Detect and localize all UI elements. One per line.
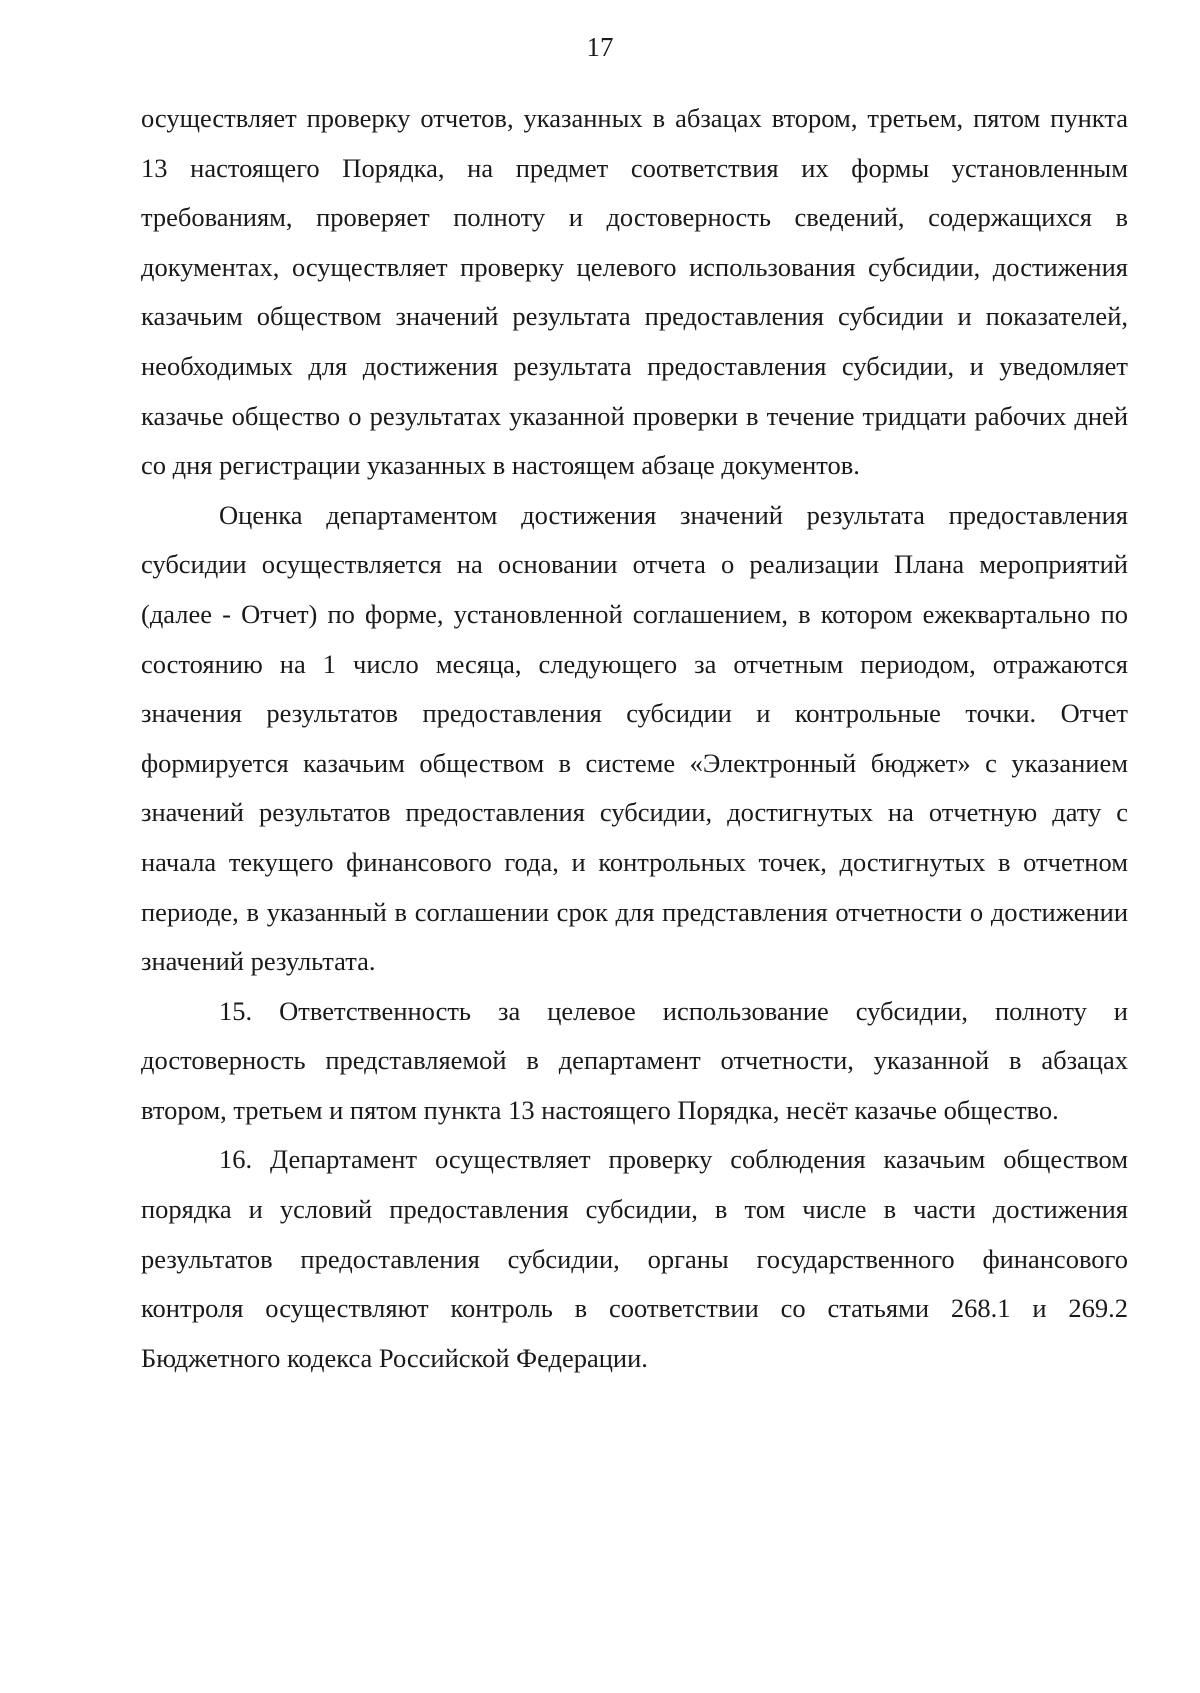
paragraph-result-assessment: Оценка департаментом достижения значений результата предоставления субсидии осуществляется на основании отчета о реализации Плана мероприятий (далее - Отчет) по форме, установленной соглашением, в котором ежеквартально по состоянию на 1 число месяца, следующего за отчетным периодом, отражаются значения результатов предоставления субсидии и контрольные точки. Отчет формируется казачьим обществом в системе «Электронный бюджет» с указанием значений результатов предоставления субсидии, достигнутых на отчетную дату с начала текущего финансового года, и контрольных точек, достигнутых в отчетном периоде, в указанный в соглашении срок для представления отчетности о достижении значений результата. xyxy=(141,499,1128,977)
page-number: 17 xyxy=(586,32,614,62)
paragraph-item-15-responsibility: 15. Ответственность за целевое использование субсидии, полноту и достоверность представляемой в департамент отчетности, указанной в абзацах втором, третьем и пятом пункта 13 настоящего Порядка, несёт казачье общество. xyxy=(141,995,1128,1125)
paragraph-item-16-control: 16. Департамент осуществляет проверку соблюдения казачьим обществом порядка и условий предоставления субсидии, в том числе в части достижения результатов предоставления субсидии, органы государственного финансового контроля осуществляют контроль в соответствии со статьями 268.1 и 269.2 Бюджетного кодекса Российской Федерации. xyxy=(141,1144,1128,1373)
document-body xyxy=(141,94,1128,1383)
paragraph-report-verification: осуществляет проверку отчетов, указанных в абзацах втором, третьем, пятом пункта 13 настоящего Порядка, на предмет соответствия их формы установленным требованиям, проверяет полноту и достоверность сведений, содержащихся в документах, осуществляет проверку целевого использования субсидии, достижения казачьим обществом значений результата предоставления субсидии и показателей, необходимых для достижения результата предоставления субсидии, и уведомляет казачье общество о результатах указанной проверки в течение тридцати рабочих дней со дня регистрации указанных в настоящем абзаце документов. xyxy=(141,103,1128,481)
